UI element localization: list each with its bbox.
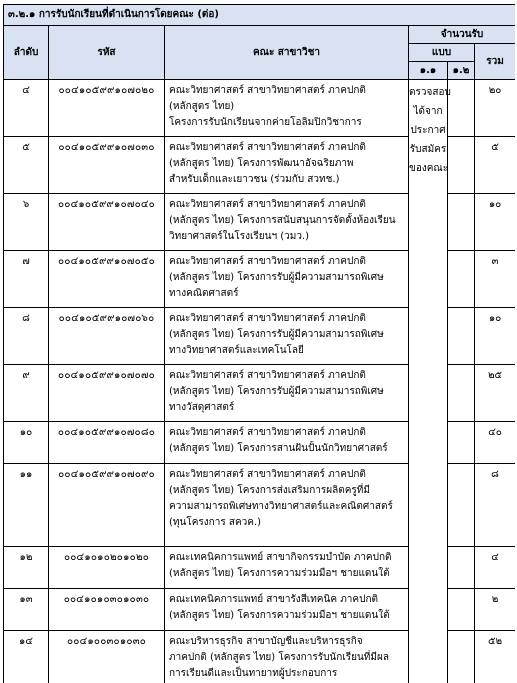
faculty-line: ความสามารถพิเศษทางวิทยาศาสตร์และคณิตศาสตร์ bbox=[169, 501, 393, 512]
row-type-1-2 bbox=[448, 194, 475, 251]
faculty-line: (หลักสูตร ไทย) โครงการสนับสนุนการจัดตั้งห้องเรียน bbox=[169, 215, 396, 226]
faculty-line: คณะวิทยาศาสตร์ สาขาวิทยาศาสตร์ ภาคปกติ bbox=[169, 313, 366, 324]
row-order: ๘ bbox=[4, 308, 49, 365]
header-order: ลำดับ bbox=[4, 26, 49, 80]
row-type-1-1 bbox=[409, 464, 448, 547]
row-order: ๕ bbox=[4, 137, 49, 194]
header-type-1-1: ๑.๑ bbox=[409, 62, 448, 80]
faculty-line: คณะบริหารธุรกิจ สาขาบัญชีและบริหารธุรกิจ bbox=[169, 636, 363, 647]
faculty-line: (หลักสูตร ไทย) โครงการสานฝันปั้นนักวิทยาศาสตร์ bbox=[169, 443, 388, 454]
quota-note-line: ตรวจสอบ bbox=[409, 87, 451, 98]
table-row bbox=[4, 422, 516, 464]
faculty-line: (หลักสูตร ไทย) โครงการความร่วมมือฯ ชายแดนใต้ bbox=[169, 610, 390, 621]
row-type-1-1 bbox=[409, 251, 448, 308]
row-order: ๔ bbox=[4, 80, 49, 137]
row-type-1-1 bbox=[409, 194, 448, 251]
row-order: ๗ bbox=[4, 251, 49, 308]
row-total: ๓ bbox=[475, 251, 516, 308]
faculty-line: (หลักสูตร ไทย) โครงการส่งเสริมการผลิตครูที่มี bbox=[169, 485, 370, 496]
row-type-1-2 bbox=[448, 631, 475, 683]
row-type-1-2 bbox=[448, 464, 475, 547]
table-row bbox=[4, 194, 516, 251]
row-order: ๑๔ bbox=[4, 631, 49, 683]
row-type-1-2 bbox=[448, 589, 475, 631]
row-type-1-1 bbox=[409, 365, 448, 422]
row-faculty bbox=[165, 589, 409, 631]
row-type-1-2 bbox=[448, 251, 475, 308]
row-faculty bbox=[165, 251, 409, 308]
faculty-line: (ทุนโครงการ สควค.) bbox=[169, 517, 262, 528]
row-faculty bbox=[165, 80, 409, 137]
faculty-line: ทางวิทยาศาสตร์และเทคโนโลยี bbox=[169, 345, 304, 356]
faculty-line: (หลักสูตร ไทย) โครงการรับผู้มีความสามารถพิเศษ bbox=[169, 386, 384, 397]
row-order: ๙ bbox=[4, 365, 49, 422]
admission-table bbox=[3, 4, 515, 683]
row-code: ๐๐๔๑๐๕๙๙๑๐๗๐๒๐ bbox=[49, 80, 165, 137]
row-faculty bbox=[165, 547, 409, 589]
faculty-line: (หลักสูตร ไทย) โครงการพัฒนาอัจฉริยภาพ bbox=[169, 158, 354, 169]
table-row bbox=[4, 308, 516, 365]
row-code: ๐๐๔๑๐๕๙๙๑๐๗๐๕๐ bbox=[49, 251, 165, 308]
row-total: ๕๒ bbox=[475, 631, 516, 683]
row-code: ๐๐๔๑๐๕๙๙๑๐๗๐๔๐ bbox=[49, 194, 165, 251]
header-type-1-2: ๑.๒ bbox=[448, 62, 475, 80]
faculty-line: ทางวัสดุศาสตร์ bbox=[169, 402, 235, 413]
section-title: ๓.๒.๑ การรับนักเรียนที่ดำเนินการโดยคณะ (ต่อ) bbox=[4, 5, 516, 26]
quota-note-line: รับสมัคร bbox=[409, 144, 447, 155]
row-total: ๕ bbox=[475, 137, 516, 194]
header-total: รวม bbox=[475, 44, 516, 80]
table-row bbox=[4, 631, 516, 683]
quota-note-line: ของคณะ bbox=[409, 163, 449, 174]
header-faculty: คณะ สาขาวิชา bbox=[165, 26, 409, 80]
row-faculty bbox=[165, 137, 409, 194]
row-code: ๐๐๔๑๐๕๙๙๑๐๗๐๗๐ bbox=[49, 365, 165, 422]
row-total: ๑๐ bbox=[475, 194, 516, 251]
row-type-1-1 bbox=[409, 589, 448, 631]
quota-note-line: ได้จาก bbox=[413, 106, 443, 117]
faculty-line: (หลักสูตร ไทย) โครงการรับผู้มีความสามารถพิเศษ bbox=[169, 272, 384, 283]
row-type-1-2 bbox=[448, 137, 475, 194]
faculty-line: คณะวิทยาศาสตร์ สาขาวิทยาศาสตร์ ภาคปกติ bbox=[169, 256, 366, 267]
row-code: ๐๐๔๑๐๕๙๙๑๐๗๐๖๐ bbox=[49, 308, 165, 365]
document-page bbox=[3, 4, 515, 683]
faculty-line: (หลักสูตร ไทย) โครงการรับผู้มีความสามารถพิเศษ bbox=[169, 329, 384, 340]
table-row bbox=[4, 365, 516, 422]
header-code: รหัส bbox=[49, 26, 165, 80]
table-body bbox=[4, 80, 516, 683]
faculty-line: คณะเทคนิคการแพทย์ สาขากิจกรรมบำบัด ภาคปกติ bbox=[169, 552, 392, 563]
faculty-line: คณะวิทยาศาสตร์ สาขาวิทยาศาสตร์ ภาคปกติ bbox=[169, 85, 366, 96]
faculty-line: การเรียนดีและเป็นทายาทผู้ประกอบการ bbox=[169, 668, 338, 679]
faculty-line: คณะวิทยาศาสตร์ สาขาวิทยาศาสตร์ ภาคปกติ bbox=[169, 142, 366, 153]
row-faculty bbox=[165, 308, 409, 365]
row-total: ๔๐ bbox=[475, 422, 516, 464]
row-type-1-1 bbox=[409, 422, 448, 464]
row-total: ๒๕ bbox=[475, 365, 516, 422]
header-quota: จำนวนรับ bbox=[409, 26, 516, 44]
faculty-line: คณะวิทยาศาสตร์ สาขาวิทยาศาสตร์ ภาคปกติ bbox=[169, 427, 366, 438]
row-faculty bbox=[165, 422, 409, 464]
table-row bbox=[4, 80, 516, 137]
faculty-line: คณะวิทยาศาสตร์ สาขาวิทยาศาสตร์ ภาคปกติ bbox=[169, 370, 366, 381]
row-total: ๔ bbox=[475, 547, 516, 589]
row-type-1-2 bbox=[448, 547, 475, 589]
row-order: ๑๒ bbox=[4, 547, 49, 589]
row-type-1-2 bbox=[448, 365, 475, 422]
row-faculty bbox=[165, 194, 409, 251]
faculty-line: โครงการรับนักเรียนจากค่ายโอลิมปิกวิชาการ bbox=[169, 117, 362, 128]
faculty-line: วิทยาศาสตร์ในโรงเรียนฯ (วมว.) bbox=[169, 231, 310, 242]
row-faculty bbox=[165, 631, 409, 683]
row-code: ๐๐๔๑๐๕๙๙๑๐๗๐๙๐ bbox=[49, 464, 165, 547]
section-title-row bbox=[4, 5, 516, 26]
quota-note bbox=[409, 83, 451, 178]
quota-note-line: ประกาศ bbox=[410, 125, 446, 136]
row-code: ๐๐๔๑๐๕๙๙๑๐๗๐๓๐ bbox=[49, 137, 165, 194]
row-faculty bbox=[165, 464, 409, 547]
row-order: ๑๐ bbox=[4, 422, 49, 464]
row-total: ๒๐ bbox=[475, 80, 516, 137]
table-row bbox=[4, 464, 516, 547]
row-type-1-1 bbox=[409, 631, 448, 683]
row-total: ๒ bbox=[475, 589, 516, 631]
row-type-1-1 bbox=[409, 80, 451, 174]
row-type-1-1 bbox=[409, 308, 448, 365]
row-type-1-2 bbox=[448, 422, 475, 464]
row-type-1-2 bbox=[448, 80, 475, 137]
table-row bbox=[4, 589, 516, 631]
faculty-line: (หลักสูตร ไทย) โครงการความร่วมมือฯ ชายแดนใต้ bbox=[169, 568, 390, 579]
row-order: ๑๓ bbox=[4, 589, 49, 631]
row-type-1-1 bbox=[409, 547, 448, 589]
row-type-1-2 bbox=[448, 308, 475, 365]
faculty-line: คณะวิทยาศาสตร์ สาขาวิทยาศาสตร์ ภาคปกติ bbox=[169, 199, 366, 210]
row-code: ๐๐๔๑๐๑๐๒๐๑๐๒๐ bbox=[49, 547, 165, 589]
header-row-1 bbox=[4, 26, 516, 44]
faculty-line: (หลักสูตร ไทย) bbox=[169, 101, 235, 112]
row-code: ๐๐๔๑๐๕๙๙๑๐๗๐๘๐ bbox=[49, 422, 165, 464]
row-total: ๑๐ bbox=[475, 308, 516, 365]
faculty-line: ภาคปกติ (หลักสูตร ไทย) โครงการรับนักเรียนที่มีผล bbox=[169, 652, 389, 663]
row-total: ๘ bbox=[475, 464, 516, 547]
table-row bbox=[4, 547, 516, 589]
row-order: ๖ bbox=[4, 194, 49, 251]
faculty-line: คณะเทคนิคการแพทย์ สาขารังสีเทคนิค ภาคปกติ bbox=[169, 594, 378, 605]
faculty-line: คณะวิทยาศาสตร์ สาขาวิทยาศาสตร์ ภาคปกติ bbox=[169, 469, 366, 480]
faculty-line: สำหรับเด็กและเยาวชน (ร่วมกับ สวทช.) bbox=[169, 174, 340, 185]
faculty-line: ทางคณิตศาสตร์ bbox=[169, 288, 239, 299]
row-order: ๑๑ bbox=[4, 464, 49, 547]
row-code: ๐๐๔๑๐๐๓๐๑๐๓๐ bbox=[49, 631, 165, 683]
table-row bbox=[4, 251, 516, 308]
header-type: แบบ bbox=[409, 44, 475, 62]
row-faculty bbox=[165, 365, 409, 422]
row-code: ๐๐๔๑๐๑๐๓๐๑๐๓๐ bbox=[49, 589, 165, 631]
